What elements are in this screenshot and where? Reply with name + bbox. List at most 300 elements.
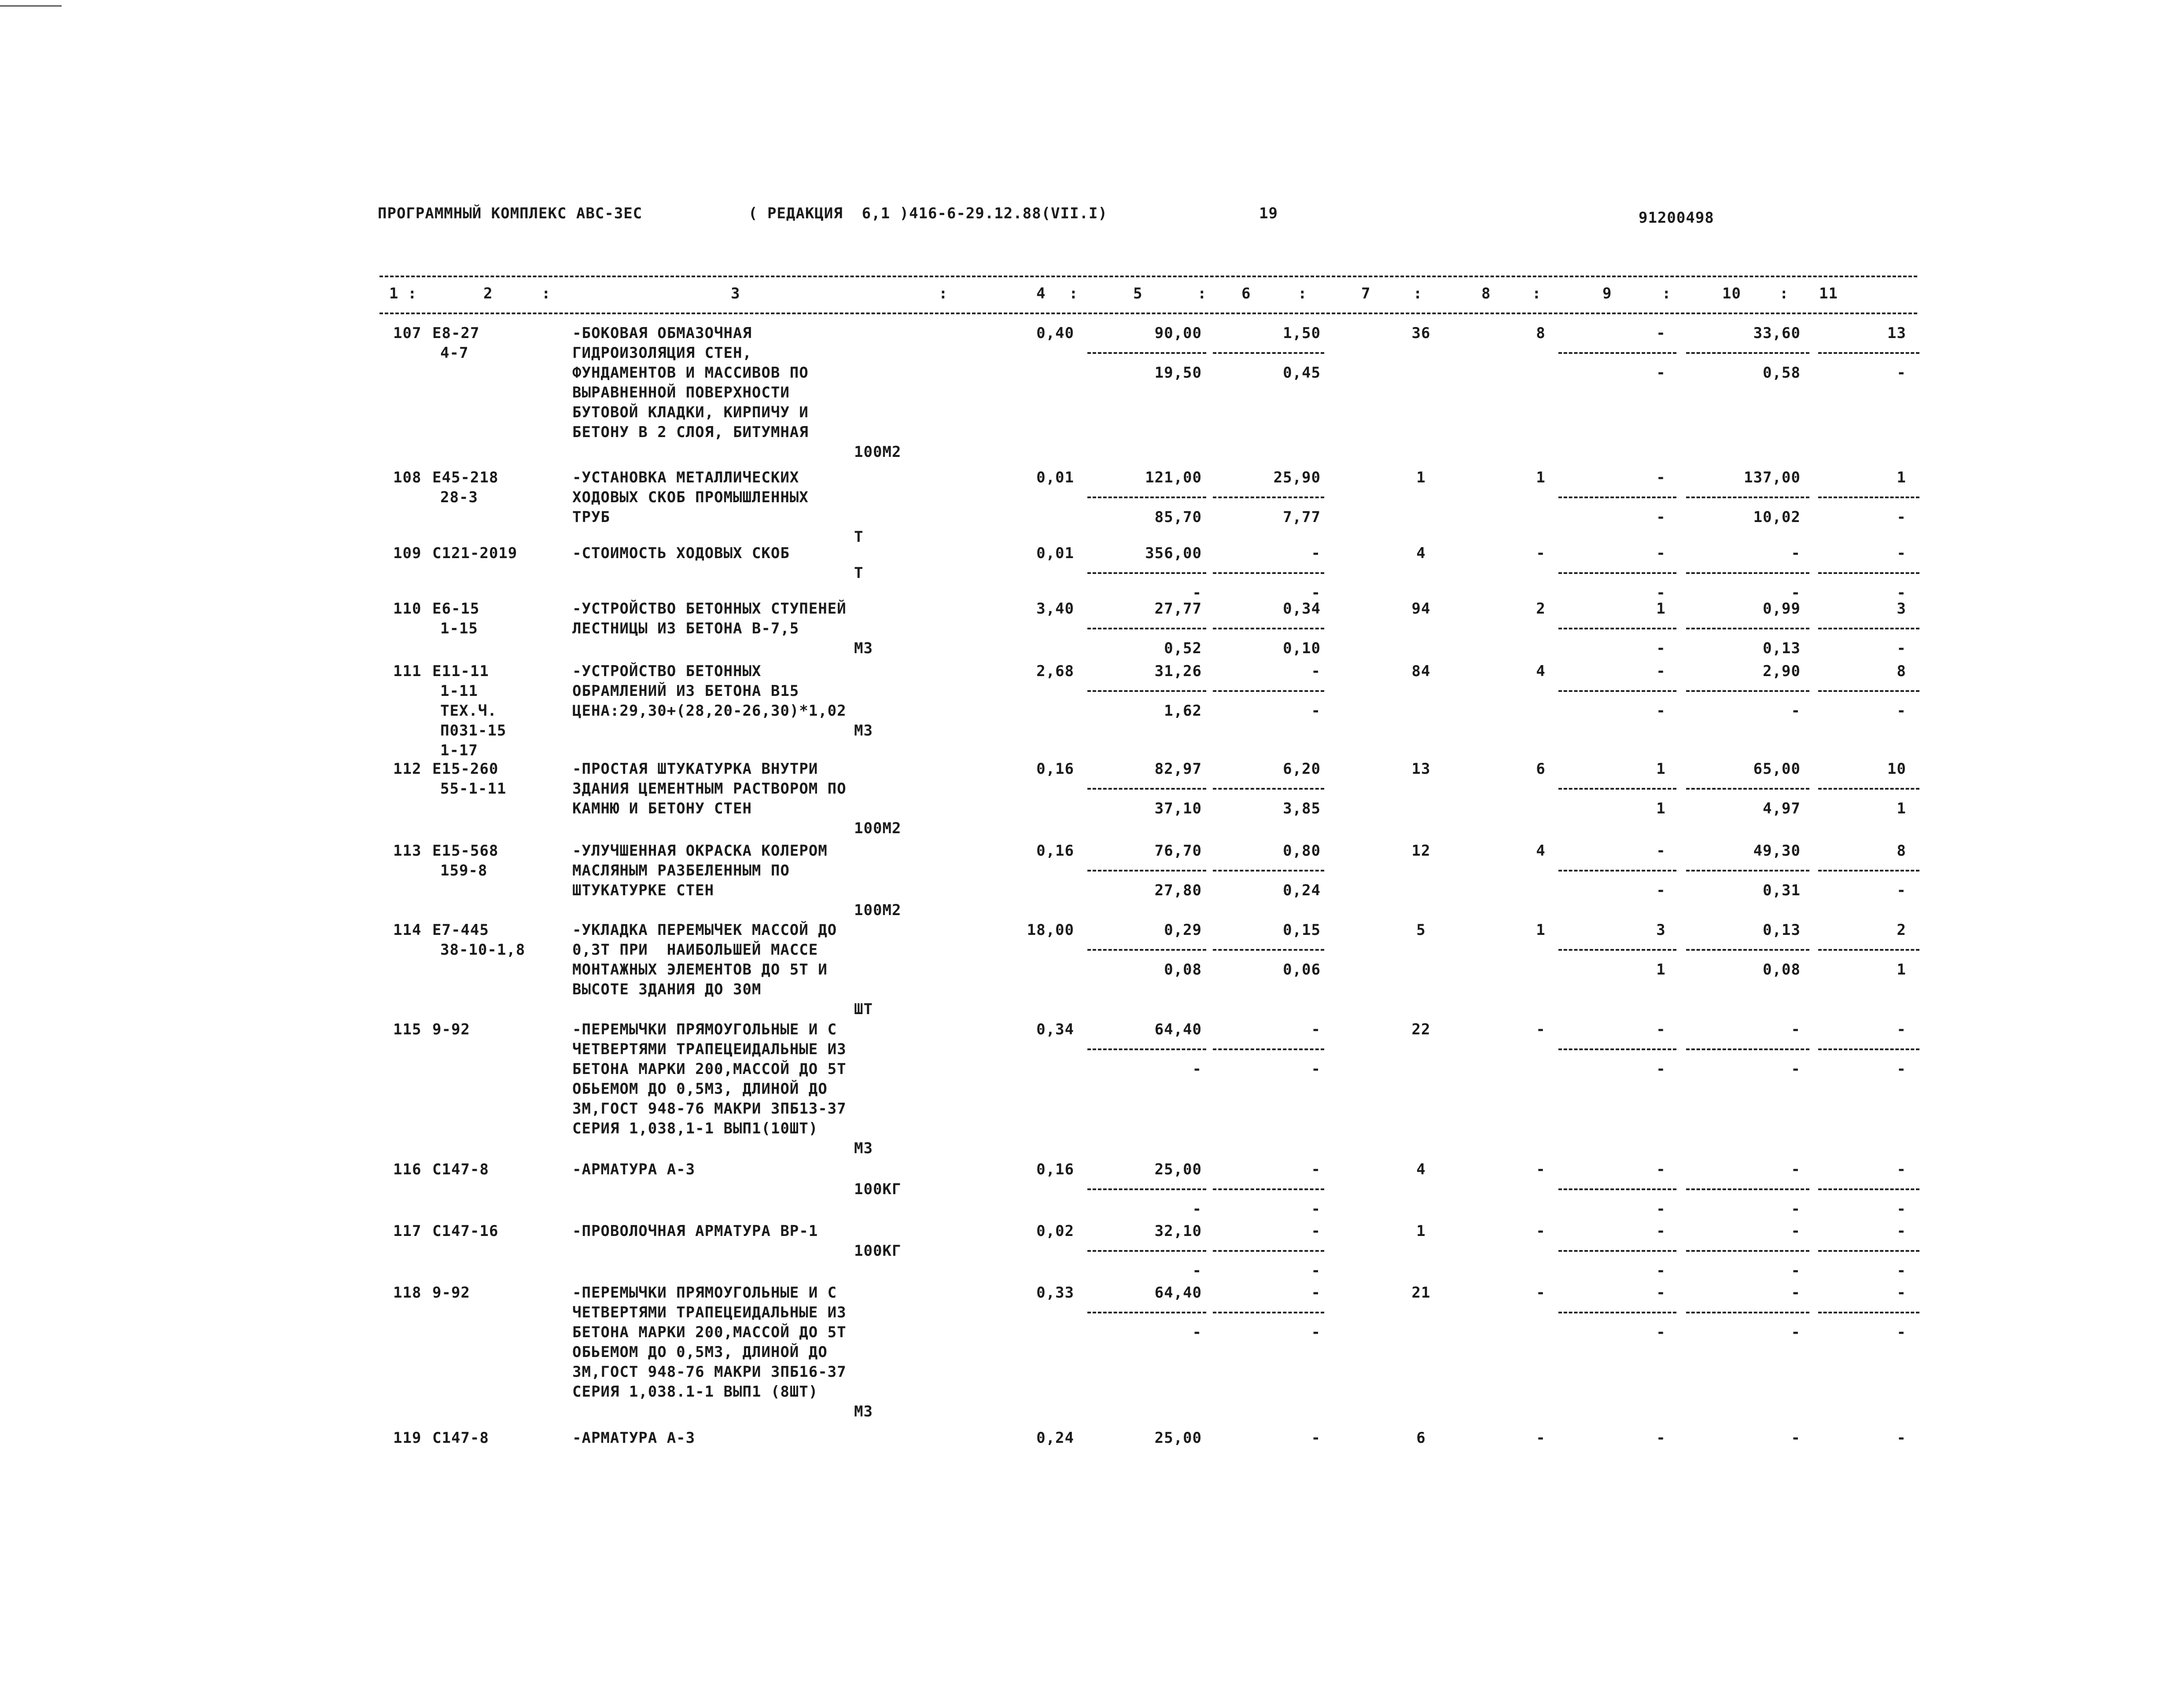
cell-divider	[1213, 572, 1324, 574]
row-description: -УЛУЧШЕННАЯ ОКРАСКА КОЛЕРОМ	[572, 842, 828, 860]
row-cell-c8: -	[1536, 1222, 1546, 1240]
row-cell-c10: -	[1791, 1324, 1801, 1341]
row-code: Е15-260	[432, 760, 499, 778]
row-cell-c11: -	[1897, 1200, 1906, 1218]
row-cell-c8: -	[1536, 1021, 1546, 1038]
row-code: Е11-11	[432, 662, 489, 680]
program-name: ПРОГРАММНЫЙ КОМПЛЕКС АВС-3ЕС	[378, 205, 643, 222]
column-separator: :	[1197, 285, 1207, 302]
row-cell-c8: -	[1536, 1161, 1546, 1178]
cell-divider	[1686, 572, 1809, 574]
column-header-6: 6	[1241, 285, 1251, 302]
cell-divider	[1087, 572, 1206, 574]
row-cell-c10: -	[1791, 1429, 1801, 1447]
cell-divider	[1818, 690, 1919, 692]
row-number: 111	[393, 662, 422, 680]
row-cell-c8: 4	[1536, 662, 1546, 680]
row-code: 1-15	[440, 620, 478, 637]
row-code: ТЕХ.Ч.	[440, 702, 497, 720]
row-cell-c6: -	[1311, 1429, 1321, 1447]
row-cell-c7: 22	[1411, 1021, 1431, 1038]
row-cell-c9: -	[1656, 1284, 1666, 1302]
cell-divider	[1213, 949, 1324, 951]
cell-divider	[1087, 1312, 1206, 1313]
cell-divider	[1087, 496, 1206, 498]
row-cell-c9: -	[1656, 1200, 1666, 1218]
row-unit: М3	[854, 640, 873, 657]
row-cell-c10: -	[1791, 1060, 1801, 1078]
row-unit: 100КГ	[854, 1242, 902, 1260]
row-description: ТРУБ	[572, 508, 610, 526]
row-description: -БОКОВАЯ ОБМАЗОЧНАЯ	[572, 324, 752, 342]
row-cell-c10: -	[1791, 1284, 1801, 1302]
cell-divider	[1213, 690, 1324, 692]
cell-divider	[1213, 1250, 1324, 1252]
row-cell-c10: -	[1791, 1200, 1801, 1218]
cell-divider	[1686, 352, 1809, 354]
row-cell-c6: -	[1311, 1021, 1321, 1038]
row-cell-c11: -	[1897, 1161, 1906, 1178]
row-cell-c5: 82,97	[1154, 760, 1202, 778]
row-cell-c10: 33,60	[1753, 324, 1801, 342]
row-cell-c7: 1	[1416, 469, 1426, 486]
row-cell-c8: 2	[1536, 600, 1546, 618]
row-number: 116	[393, 1161, 422, 1178]
column-separator: :	[1662, 285, 1672, 302]
row-description: БУТОВОЙ КЛАДКИ, КИРПИЧУ И	[572, 404, 809, 421]
row-code: 9-92	[432, 1021, 470, 1038]
row-cell-c11: 1	[1897, 469, 1906, 486]
row-unit: 100М2	[854, 901, 902, 919]
row-cell-c10: 65,00	[1753, 760, 1801, 778]
row-code: С121-2019	[432, 544, 518, 562]
row-description: -УСТРОЙСТВО БЕТОННЫХ	[572, 662, 762, 680]
column-header-7: 7	[1361, 285, 1371, 302]
row-cell-c9: -	[1656, 1429, 1666, 1447]
row-cell-c9: -	[1656, 1060, 1666, 1078]
row-cell-c5: 76,70	[1154, 842, 1202, 860]
row-cell-c10: -	[1791, 1262, 1801, 1280]
header-rule-top	[379, 276, 1917, 277]
cell-divider	[1558, 788, 1676, 790]
row-cell-c7: 94	[1411, 600, 1431, 618]
row-cell-c5: -	[1192, 1200, 1202, 1218]
row-cell-c10: -	[1791, 584, 1801, 602]
row-cell-c11: -	[1897, 1060, 1906, 1078]
row-cell-c4: 0,01	[1036, 544, 1074, 562]
row-cell-c7: 13	[1411, 760, 1431, 778]
row-number: 110	[393, 600, 422, 618]
row-number: 112	[393, 760, 422, 778]
row-cell-c8: 4	[1536, 842, 1546, 860]
row-description: ОБРАМЛЕНИЙ ИЗ БЕТОНА В15	[572, 682, 799, 700]
row-code: 55-1-11	[440, 780, 507, 798]
cell-divider	[1818, 352, 1919, 354]
row-cell-c9: -	[1656, 842, 1666, 860]
cell-divider	[1558, 1250, 1676, 1252]
row-cell-c6: 0,45	[1283, 364, 1321, 382]
cell-divider	[1558, 1188, 1676, 1190]
row-description: ОБЬЕМОМ ДО 0,5М3, ДЛИНОЙ ДО	[572, 1080, 828, 1098]
row-cell-c8: 1	[1536, 921, 1546, 939]
row-code: Е8-27	[432, 324, 480, 342]
column-separator: :	[1779, 285, 1789, 302]
row-cell-c6: 25,90	[1273, 469, 1321, 486]
cell-divider	[1087, 1250, 1206, 1252]
row-cell-c6: -	[1311, 1262, 1321, 1280]
row-number: 113	[393, 842, 422, 860]
cell-divider	[1087, 1048, 1206, 1050]
row-cell-c4: 18,00	[1027, 921, 1074, 939]
row-cell-c6: -	[1311, 1324, 1321, 1341]
row-cell-c6: -	[1311, 1284, 1321, 1302]
row-cell-c5: 90,00	[1154, 324, 1202, 342]
row-cell-c6: 0,10	[1283, 640, 1321, 657]
row-cell-c11: 2	[1897, 921, 1906, 939]
row-cell-c5: 121,00	[1145, 469, 1202, 486]
column-header-3: 3	[731, 285, 740, 302]
row-cell-c7: 4	[1416, 544, 1426, 562]
row-code: Е45-218	[432, 469, 499, 486]
row-code: 9-92	[432, 1284, 470, 1302]
column-header-2: 2	[483, 285, 493, 302]
cell-divider	[1686, 496, 1809, 498]
row-cell-c8: -	[1536, 544, 1546, 562]
cell-divider	[1818, 572, 1919, 574]
row-cell-c4: 0,01	[1036, 469, 1074, 486]
row-cell-c5: 356,00	[1145, 544, 1202, 562]
cell-divider	[1558, 1048, 1676, 1050]
row-cell-c9: 3	[1656, 921, 1666, 939]
row-cell-c5: 64,40	[1154, 1021, 1202, 1038]
row-cell-c9: -	[1656, 584, 1666, 602]
row-cell-c4: 0,34	[1036, 1021, 1074, 1038]
cell-divider	[1558, 690, 1676, 692]
row-description: ВЫСОТЕ ЗДАНИЯ ДО 30М	[572, 981, 762, 998]
row-cell-c8: -	[1536, 1429, 1546, 1447]
column-header-9: 9	[1602, 285, 1612, 302]
row-cell-c6: -	[1311, 1200, 1321, 1218]
column-header-10: 10	[1722, 285, 1741, 302]
row-cell-c10: -	[1791, 1161, 1801, 1178]
cell-divider	[1213, 352, 1324, 354]
cell-divider	[1818, 949, 1919, 951]
row-code: 1-11	[440, 682, 478, 700]
row-cell-c8: 8	[1536, 324, 1546, 342]
row-description: -ПРОВОЛОЧНАЯ АРМАТУРА ВР-1	[572, 1222, 818, 1240]
row-unit: Т	[854, 528, 864, 546]
row-cell-c10: 0,31	[1763, 882, 1801, 899]
column-separator: :	[1413, 285, 1423, 302]
cell-divider	[1558, 496, 1676, 498]
cell-divider	[1818, 788, 1919, 790]
row-cell-c5: 27,77	[1154, 600, 1202, 618]
row-description: ХОДОВЫХ СКОБ ПРОМЫШЛЕННЫХ	[572, 489, 809, 506]
row-description: БЕТОНА МАРКИ 200,МАССОЙ ДО 5Т	[572, 1324, 847, 1341]
row-cell-c9: -	[1656, 662, 1666, 680]
row-code: 4-7	[440, 344, 469, 362]
row-description: -ПЕРЕМЫЧКИ ПРЯМОУГОЛЬНЫЕ И С	[572, 1284, 837, 1302]
row-cell-c9: -	[1656, 469, 1666, 486]
row-cell-c5: 0,08	[1164, 961, 1202, 978]
row-description: БЕТОНУ В 2 СЛОЯ, БИТУМНАЯ	[572, 423, 809, 441]
row-description: ЧЕТВЕРТЯМИ ТРАПЕЦЕИДАЛЬНЫЕ ИЗ	[572, 1304, 847, 1321]
row-code: 159-8	[440, 862, 488, 879]
document-code: 91200498	[1639, 209, 1714, 227]
corner-mark	[0, 5, 62, 7]
column-separator: :	[1532, 285, 1542, 302]
column-header-11: 11	[1819, 285, 1838, 302]
row-cell-c11: -	[1897, 1284, 1906, 1302]
cell-divider	[1213, 496, 1324, 498]
row-cell-c11: 8	[1897, 662, 1906, 680]
row-cell-c4: 0,16	[1036, 842, 1074, 860]
row-cell-c5: 37,10	[1154, 800, 1202, 817]
row-cell-c4: 0,16	[1036, 760, 1074, 778]
row-description: ЗДАНИЯ ЦЕМЕНТНЫМ РАСТВОРОМ ПО	[572, 780, 847, 798]
cell-divider	[1558, 870, 1676, 872]
cell-divider	[1558, 628, 1676, 629]
cell-divider	[1686, 870, 1809, 872]
row-unit: М3	[854, 722, 873, 739]
row-code: Е15-568	[432, 842, 499, 860]
row-code: 28-3	[440, 489, 478, 506]
row-cell-c7: 5	[1416, 921, 1426, 939]
row-cell-c11: -	[1897, 640, 1906, 657]
row-number: 115	[393, 1021, 422, 1038]
row-cell-c10: 137,00	[1744, 469, 1801, 486]
row-code: Е6-15	[432, 600, 480, 618]
row-cell-c11: -	[1897, 702, 1906, 720]
row-cell-c4: 2,68	[1036, 662, 1074, 680]
column-separator: :	[1298, 285, 1307, 302]
row-description: КАМНЮ И БЕТОНУ СТЕН	[572, 800, 752, 817]
row-cell-c10: -	[1791, 1222, 1801, 1240]
row-description: ШТУКАТУРКЕ СТЕН	[572, 882, 714, 899]
cell-divider	[1686, 949, 1809, 951]
row-cell-c11: 3	[1897, 600, 1906, 618]
row-cell-c5: 32,10	[1154, 1222, 1202, 1240]
row-cell-c10: 2,90	[1763, 662, 1801, 680]
row-cell-c10: -	[1791, 544, 1801, 562]
row-cell-c6: 0,80	[1283, 842, 1321, 860]
row-cell-c10: 0,58	[1763, 364, 1801, 382]
cell-divider	[1686, 1048, 1809, 1050]
cell-divider	[1686, 628, 1809, 629]
row-cell-c9: -	[1656, 640, 1666, 657]
row-cell-c11: -	[1897, 1324, 1906, 1341]
row-cell-c5: 85,70	[1154, 508, 1202, 526]
row-cell-c5: -	[1192, 1262, 1202, 1280]
row-cell-c6: -	[1311, 702, 1321, 720]
row-cell-c9: -	[1656, 364, 1666, 382]
row-cell-c6: -	[1311, 1060, 1321, 1078]
row-cell-c8: 1	[1536, 469, 1546, 486]
cell-divider	[1558, 352, 1676, 354]
row-cell-c11: 8	[1897, 842, 1906, 860]
row-cell-c11: 10	[1887, 760, 1906, 778]
column-separator: :	[541, 285, 551, 302]
cell-divider	[1558, 1312, 1676, 1313]
cell-divider	[1686, 1250, 1809, 1252]
row-description: ОБЬЕМОМ ДО 0,5М3, ДЛИНОЙ ДО	[572, 1343, 828, 1361]
row-cell-c11: -	[1897, 1222, 1906, 1240]
row-unit: 100КГ	[854, 1180, 902, 1198]
row-cell-c5: 27,80	[1154, 882, 1202, 899]
row-cell-c9: -	[1656, 702, 1666, 720]
row-cell-c10: -	[1791, 1021, 1801, 1038]
row-cell-c11: 1	[1897, 961, 1906, 978]
row-description: 0,3Т ПРИ НАИБОЛЬШЕЙ МАССЕ	[572, 941, 818, 959]
row-cell-c5: 31,26	[1154, 662, 1202, 680]
header-rule-bottom	[379, 313, 1917, 314]
row-cell-c8: 6	[1536, 760, 1546, 778]
row-description: 3М,ГОСТ 948-76 МАКРИ 3ПБ16-37	[572, 1363, 847, 1381]
row-code: С147-8	[432, 1161, 489, 1178]
row-description: -ПЕРЕМЫЧКИ ПРЯМОУГОЛЬНЫЕ И С	[572, 1021, 837, 1038]
row-cell-c7: 21	[1411, 1284, 1431, 1302]
cell-divider	[1087, 870, 1206, 872]
cell-divider	[1818, 628, 1919, 629]
row-number: 118	[393, 1284, 422, 1302]
row-number: 119	[393, 1429, 422, 1447]
row-cell-c10: 49,30	[1753, 842, 1801, 860]
row-cell-c4: 0,02	[1036, 1222, 1074, 1240]
row-description: ЧЕТВЕРТЯМИ ТРАПЕЦЕИДАЛЬНЫЕ ИЗ	[572, 1041, 847, 1058]
cell-divider	[1818, 1188, 1919, 1190]
column-header-5: 5	[1133, 285, 1143, 302]
row-cell-c5: 25,00	[1154, 1429, 1202, 1447]
page-number: 19	[1259, 205, 1278, 222]
row-cell-c11: 13	[1887, 324, 1906, 342]
column-header-4: 4	[1036, 285, 1046, 302]
cell-divider	[1686, 1188, 1809, 1190]
row-description: ЦЕНА:29,30+(28,20-26,30)*1,02	[572, 702, 847, 720]
row-cell-c7: 36	[1411, 324, 1431, 342]
cell-divider	[1213, 788, 1324, 790]
cell-divider	[1213, 1312, 1324, 1313]
cell-divider	[1686, 1312, 1809, 1313]
row-description: МАСЛЯНЫМ РАЗБЕЛЕННЫМ ПО	[572, 862, 790, 879]
row-cell-c10: 0,99	[1763, 600, 1801, 618]
row-code: С147-8	[432, 1429, 489, 1447]
row-description: -СТОИМОСТЬ ХОДОВЫХ СКОБ	[572, 544, 790, 562]
row-unit: М3	[854, 1403, 873, 1420]
row-number: 107	[393, 324, 422, 342]
row-cell-c5: -	[1192, 1060, 1202, 1078]
row-cell-c7: 6	[1416, 1429, 1426, 1447]
row-cell-c9: -	[1656, 544, 1666, 562]
row-unit: 100М2	[854, 443, 902, 461]
cell-divider	[1087, 690, 1206, 692]
row-cell-c9: 1	[1656, 600, 1666, 618]
row-cell-c5: 0,29	[1164, 921, 1202, 939]
row-cell-c7: 4	[1416, 1161, 1426, 1178]
row-unit: М3	[854, 1140, 873, 1157]
row-cell-c4: 0,16	[1036, 1161, 1074, 1178]
row-cell-c9: 1	[1656, 800, 1666, 817]
row-cell-c7: 1	[1416, 1222, 1426, 1240]
cell-divider	[1213, 870, 1324, 872]
cell-divider	[1818, 1312, 1919, 1313]
row-cell-c5: -	[1192, 1324, 1202, 1341]
row-cell-c10: -	[1791, 702, 1801, 720]
row-number: 117	[393, 1222, 422, 1240]
row-cell-c4: 0,33	[1036, 1284, 1074, 1302]
row-cell-c9: 1	[1656, 760, 1666, 778]
row-number: 108	[393, 469, 422, 486]
cell-divider	[1213, 628, 1324, 629]
column-header-1: 1	[389, 285, 399, 302]
row-cell-c9: -	[1656, 324, 1666, 342]
cell-divider	[1087, 788, 1206, 790]
row-cell-c6: 0,34	[1283, 600, 1321, 618]
cell-divider	[1087, 949, 1206, 951]
row-cell-c6: 7,77	[1283, 508, 1321, 526]
row-cell-c6: -	[1311, 584, 1321, 602]
row-cell-c6: -	[1311, 662, 1321, 680]
cell-divider	[1087, 352, 1206, 354]
column-separator: :	[1069, 285, 1079, 302]
row-description: МОНТАЖНЫХ ЭЛЕМЕНТОВ ДО 5Т И	[572, 961, 828, 978]
row-cell-c5: 0,52	[1164, 640, 1202, 657]
row-cell-c10: 0,13	[1763, 640, 1801, 657]
row-cell-c4: 3,40	[1036, 600, 1074, 618]
cell-divider	[1213, 1188, 1324, 1190]
row-description: -АРМАТУРА А-3	[572, 1161, 696, 1178]
row-cell-c6: -	[1311, 1161, 1321, 1178]
row-description: СЕРИЯ 1,038.1-1 ВЫП1 (8ШТ)	[572, 1383, 818, 1401]
row-cell-c11: -	[1897, 882, 1906, 899]
row-cell-c10: 10,02	[1753, 508, 1801, 526]
cell-divider	[1818, 870, 1919, 872]
cell-divider	[1558, 949, 1676, 951]
row-cell-c11: -	[1897, 1021, 1906, 1038]
cell-divider	[1087, 1188, 1206, 1190]
row-cell-c5: -	[1192, 584, 1202, 602]
row-cell-c11: -	[1897, 584, 1906, 602]
row-cell-c10: 4,97	[1763, 800, 1801, 817]
cell-divider	[1213, 1048, 1324, 1050]
row-cell-c9: -	[1656, 1324, 1666, 1341]
row-cell-c6: 1,50	[1283, 324, 1321, 342]
row-description: -УСТАНОВКА МЕТАЛЛИЧЕСКИХ	[572, 469, 799, 486]
row-description: ЛЕСТНИЦЫ ИЗ БЕТОНА В-7,5	[572, 620, 799, 637]
row-cell-c9: -	[1656, 1161, 1666, 1178]
row-code: 1-17	[440, 742, 478, 759]
cell-divider	[1087, 628, 1206, 629]
row-cell-c4: 0,40	[1036, 324, 1074, 342]
row-description: ФУНДАМЕНТОВ И МАССИВОВ ПО	[572, 364, 809, 382]
row-description: БЕТОНА МАРКИ 200,МАССОЙ ДО 5Т	[572, 1060, 847, 1078]
row-description: -АРМАТУРА А-3	[572, 1429, 696, 1447]
row-unit: 100М2	[854, 820, 902, 837]
row-cell-c11: -	[1897, 508, 1906, 526]
row-description: -УКЛАДКА ПЕРЕМЫЧЕК МАССОЙ ДО	[572, 921, 837, 939]
row-cell-c11: -	[1897, 1262, 1906, 1280]
row-number: 109	[393, 544, 422, 562]
column-separator: :	[939, 285, 948, 302]
row-cell-c9: -	[1656, 1021, 1666, 1038]
row-cell-c9: -	[1656, 1222, 1666, 1240]
column-header-8: 8	[1481, 285, 1491, 302]
row-cell-c8: -	[1536, 1284, 1546, 1302]
column-separator: :	[408, 285, 417, 302]
row-cell-c4: 0,24	[1036, 1429, 1074, 1447]
row-cell-c6: -	[1311, 1222, 1321, 1240]
row-cell-c5: 1,62	[1164, 702, 1202, 720]
row-cell-c5: 25,00	[1154, 1161, 1202, 1178]
